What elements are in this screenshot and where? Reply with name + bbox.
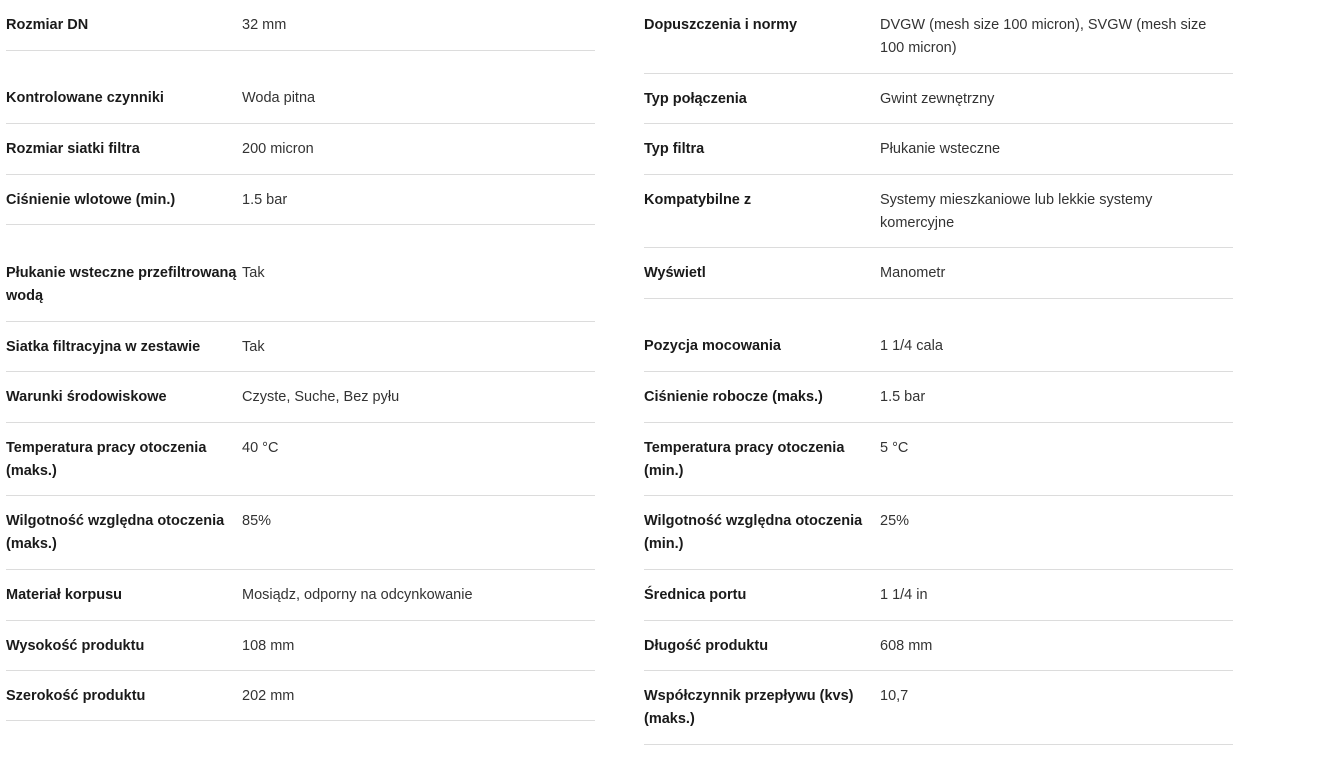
spec-label: Siatka filtracyjna w zestawie	[6, 339, 201, 355]
spec-value: DVGW (mesh size 100 micron), SVGW (mesh size 100 micron)	[880, 17, 1207, 56]
spec-row	[6, 0, 595, 51]
spec-label: Temperatura pracy otoczenia (min.)	[644, 440, 845, 479]
spec-row	[6, 248, 595, 322]
spec-value: Woda pitna	[242, 90, 316, 106]
spec-label: Rozmiar DN	[6, 17, 89, 33]
spec-label: Typ filtra	[644, 141, 705, 157]
spec-row	[644, 671, 1233, 745]
spec-value: 85%	[242, 513, 272, 529]
spec-row	[644, 175, 1233, 248]
spec-value: Manometr	[880, 265, 946, 281]
spec-label: Średnica portu	[644, 587, 747, 603]
spec-value: 608 mm	[880, 638, 933, 654]
spec-value: Tak	[242, 265, 265, 281]
spec-value: Systemy mieszkaniowe lub lekkie systemy komercyjne	[880, 192, 1153, 231]
spec-label: Pozycja mocowania	[644, 338, 781, 354]
spec-value: 40 °C	[242, 440, 279, 456]
spec-value: 202 mm	[242, 688, 295, 704]
spec-row	[6, 671, 595, 721]
spec-value: 25%	[880, 513, 910, 529]
spec-row	[644, 124, 1233, 175]
spec-row	[6, 496, 595, 570]
spec-row	[644, 496, 1233, 570]
spec-row	[6, 124, 595, 175]
spec-label: Typ połączenia	[644, 91, 747, 107]
spec-value: 1.5 bar	[242, 192, 288, 208]
spec-row	[644, 248, 1233, 299]
spec-label: Warunki środowiskowe	[6, 389, 167, 405]
spec-value: Gwint zewnętrzny	[880, 91, 995, 107]
spec-value: Tak	[242, 339, 265, 355]
spec-row	[6, 175, 595, 225]
spec-row	[644, 570, 1233, 621]
spec-value: 1 1/4 cala	[880, 338, 943, 354]
spec-label: Szerokość produktu	[6, 688, 146, 704]
spec-label: Kontrolowane czynniki	[6, 90, 164, 106]
spec-row	[6, 570, 595, 621]
spec-label: Wyświetl	[644, 265, 706, 281]
spec-label: Materiał korpusu	[6, 587, 123, 603]
spec-row	[644, 423, 1233, 496]
spec-label: Ciśnienie robocze (maks.)	[644, 389, 823, 405]
spec-label: Ciśnienie wlotowe (min.)	[6, 192, 176, 208]
spec-value: Płukanie wsteczne	[880, 141, 1001, 157]
spec-row	[6, 322, 595, 372]
spec-label: Rozmiar siatki filtra	[6, 141, 140, 157]
spec-value: 32 mm	[242, 17, 287, 33]
spec-value: 5 °C	[880, 440, 909, 456]
spec-label: Wysokość produktu	[6, 638, 145, 654]
spec-label: Kompatybilne z	[644, 192, 752, 208]
spec-label: Płukanie wsteczne przefiltrowaną wodą	[6, 265, 237, 304]
spec-label: Wilgotność względna otoczenia (min.)	[644, 513, 863, 552]
spec-label: Wilgotność względna otoczenia (maks.)	[6, 513, 225, 552]
spec-label: Długość produktu	[644, 638, 769, 654]
spec-value: Mosiądz, odporny na odcynkowanie	[242, 587, 473, 603]
spec-label: Współczynnik przepływu (kvs) (maks.)	[644, 688, 854, 727]
spec-row	[6, 621, 595, 671]
spec-row	[644, 74, 1233, 124]
spec-value: 200 micron	[242, 141, 314, 157]
spec-value: Czyste, Suche, Bez pyłu	[242, 389, 400, 405]
spec-value: 108 mm	[242, 638, 295, 654]
spec-row	[6, 73, 595, 124]
spec-label: Dopuszczenia i normy	[644, 17, 798, 33]
spec-row	[644, 372, 1233, 423]
spec-label: Temperatura pracy otoczenia (maks.)	[6, 440, 207, 479]
spec-row	[644, 0, 1233, 74]
spec-value: 1 1/4 in	[880, 587, 928, 603]
spec-value: 1.5 bar	[880, 389, 926, 405]
spec-row	[6, 372, 595, 423]
spec-value: 10,7	[880, 688, 909, 704]
spec-row	[644, 621, 1233, 671]
spec-row	[644, 321, 1233, 372]
spec-row	[6, 423, 595, 496]
